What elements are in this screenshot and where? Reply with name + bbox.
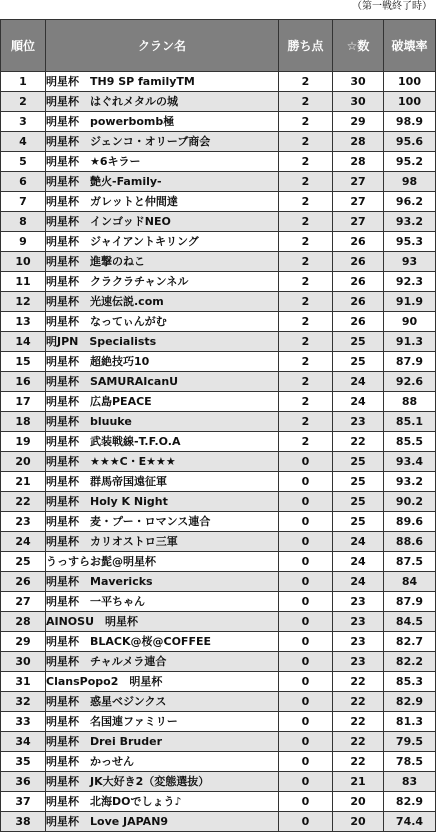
destruction-rate-cell: 100	[384, 92, 436, 112]
table-row	[1, 472, 436, 492]
clan-name-cell: 明星杯 ★★★C・E★★★	[46, 452, 279, 472]
table-row	[1, 552, 436, 572]
stars-cell: 23	[333, 612, 384, 632]
header-stars: ☆数	[333, 20, 384, 72]
table-row	[1, 272, 436, 292]
rank-cell: 24	[1, 532, 46, 552]
table-row	[1, 812, 436, 832]
clan-name-cell: 明星杯 ガレットと仲間達	[46, 192, 279, 212]
destruction-rate-cell: 91.9	[384, 292, 436, 312]
points-cell: 0	[279, 532, 333, 552]
clan-name-cell: 明星杯 ★6キラー	[46, 152, 279, 172]
stars-cell: 22	[333, 432, 384, 452]
rank-cell: 25	[1, 552, 46, 572]
rank-cell: 11	[1, 272, 46, 292]
destruction-rate-cell: 93.2	[384, 472, 436, 492]
header-clan-name: クラン名	[46, 20, 279, 72]
table-row	[1, 532, 436, 552]
destruction-rate-cell: 95.6	[384, 132, 436, 152]
points-cell: 0	[279, 672, 333, 692]
points-cell: 0	[279, 612, 333, 632]
rank-cell: 4	[1, 132, 46, 152]
table-body	[1, 72, 436, 832]
destruction-rate-cell: 84	[384, 572, 436, 592]
points-cell: 0	[279, 712, 333, 732]
destruction-rate-cell: 100	[384, 72, 436, 92]
points-cell: 0	[279, 752, 333, 772]
clan-name-cell: 明星杯 広島PEACE	[46, 392, 279, 412]
table-row	[1, 432, 436, 452]
table-row	[1, 372, 436, 392]
table-row	[1, 772, 436, 792]
clan-name-cell: 明星杯 武装戦線-T.F.O.A	[46, 432, 279, 452]
table-row	[1, 572, 436, 592]
points-cell: 0	[279, 472, 333, 492]
rank-cell: 16	[1, 372, 46, 392]
rank-cell: 1	[1, 72, 46, 92]
destruction-rate-cell: 90	[384, 312, 436, 332]
destruction-rate-cell: 87.5	[384, 552, 436, 572]
destruction-rate-cell: 78.5	[384, 752, 436, 772]
clan-name-cell: 明星杯 群馬帝国遠征軍	[46, 472, 279, 492]
header-points: 勝ち点	[279, 20, 333, 72]
points-cell: 0	[279, 592, 333, 612]
stars-cell: 27	[333, 172, 384, 192]
rank-cell: 3	[1, 112, 46, 132]
rank-cell: 10	[1, 252, 46, 272]
destruction-rate-cell: 92.3	[384, 272, 436, 292]
stars-cell: 27	[333, 192, 384, 212]
stars-cell: 30	[333, 92, 384, 112]
stars-cell: 25	[333, 332, 384, 352]
points-cell: 2	[279, 72, 333, 92]
rank-cell: 8	[1, 212, 46, 232]
rank-cell: 6	[1, 172, 46, 192]
destruction-rate-cell: 79.5	[384, 732, 436, 752]
clan-name-cell: 明星杯 光速伝説.com	[46, 292, 279, 312]
rank-cell: 21	[1, 472, 46, 492]
clan-name-cell: 明星杯 進撃のねこ	[46, 252, 279, 272]
clan-name-cell: 明星杯 インゴッドNEO	[46, 212, 279, 232]
points-cell: 2	[279, 252, 333, 272]
stars-cell: 25	[333, 472, 384, 492]
table-row	[1, 492, 436, 512]
rank-cell: 19	[1, 432, 46, 452]
rank-cell: 7	[1, 192, 46, 212]
clan-name-cell: 明星杯 ジェンコ・オリーブ商会	[46, 132, 279, 152]
points-cell: 2	[279, 172, 333, 192]
destruction-rate-cell: 91.3	[384, 332, 436, 352]
ranking-table	[0, 19, 436, 832]
points-cell: 2	[279, 192, 333, 212]
destruction-rate-cell: 87.9	[384, 352, 436, 372]
points-cell: 2	[279, 312, 333, 332]
table-row	[1, 292, 436, 312]
points-cell: 0	[279, 492, 333, 512]
rank-cell: 34	[1, 732, 46, 752]
table-row	[1, 412, 436, 432]
clan-name-cell: 明JPN Specialists	[46, 332, 279, 352]
stars-cell: 24	[333, 392, 384, 412]
rank-cell: 14	[1, 332, 46, 352]
rank-cell: 35	[1, 752, 46, 772]
table-row	[1, 752, 436, 772]
destruction-rate-cell: 85.3	[384, 672, 436, 692]
rank-cell: 29	[1, 632, 46, 652]
stars-cell: 24	[333, 572, 384, 592]
clan-name-cell: うっすらお髭@明星杯	[46, 552, 279, 572]
destruction-rate-cell: 90.2	[384, 492, 436, 512]
destruction-rate-cell: 92.6	[384, 372, 436, 392]
table-row	[1, 592, 436, 612]
stars-cell: 22	[333, 732, 384, 752]
points-cell: 2	[279, 132, 333, 152]
clan-name-cell: 明星杯 powerbomb極	[46, 112, 279, 132]
table-row	[1, 92, 436, 112]
points-cell: 0	[279, 632, 333, 652]
clan-name-cell: 明星杯 名国連ファミリー	[46, 712, 279, 732]
destruction-rate-cell: 88.6	[384, 532, 436, 552]
table-row	[1, 732, 436, 752]
points-cell: 0	[279, 572, 333, 592]
rank-cell: 26	[1, 572, 46, 592]
clan-name-cell: 明星杯 SAMURAIcanU	[46, 372, 279, 392]
header-row	[1, 20, 436, 72]
clan-name-cell: 明星杯 北海DOでしょう♪	[46, 792, 279, 812]
clan-name-cell: 明星杯 ジャイアントキリング	[46, 232, 279, 252]
table-row	[1, 392, 436, 412]
destruction-rate-cell: 82.9	[384, 692, 436, 712]
stars-cell: 25	[333, 352, 384, 372]
stars-cell: 25	[333, 492, 384, 512]
rank-cell: 23	[1, 512, 46, 532]
rank-cell: 20	[1, 452, 46, 472]
clan-name-cell: 明星杯 TH9 SP familyTM	[46, 72, 279, 92]
stars-cell: 29	[333, 112, 384, 132]
stars-cell: 22	[333, 752, 384, 772]
destruction-rate-cell: 85.1	[384, 412, 436, 432]
points-cell: 2	[279, 212, 333, 232]
table-row	[1, 512, 436, 532]
destruction-rate-cell: 85.5	[384, 432, 436, 452]
points-cell: 2	[279, 372, 333, 392]
table-row	[1, 632, 436, 652]
header-destruction-rate: 破壊率	[384, 20, 436, 72]
rank-cell: 36	[1, 772, 46, 792]
points-cell: 0	[279, 452, 333, 472]
stars-cell: 26	[333, 272, 384, 292]
rank-cell: 9	[1, 232, 46, 252]
destruction-rate-cell: 83	[384, 772, 436, 792]
destruction-rate-cell: 82.7	[384, 632, 436, 652]
destruction-rate-cell: 96.2	[384, 192, 436, 212]
stars-cell: 20	[333, 792, 384, 812]
table-row	[1, 692, 436, 712]
clan-name-cell: 明星杯 Love JAPAN9	[46, 812, 279, 832]
rank-cell: 15	[1, 352, 46, 372]
stars-cell: 22	[333, 712, 384, 732]
points-cell: 2	[279, 152, 333, 172]
clan-name-cell: 明星杯 JK大好き2（変態選抜）	[46, 772, 279, 792]
table-row	[1, 152, 436, 172]
header-rank: 順位	[1, 20, 46, 72]
table-row	[1, 312, 436, 332]
points-cell: 2	[279, 232, 333, 252]
stars-cell: 27	[333, 212, 384, 232]
destruction-rate-cell: 84.5	[384, 612, 436, 632]
rank-cell: 32	[1, 692, 46, 712]
clan-name-cell: 明星杯 Mavericks	[46, 572, 279, 592]
rank-cell: 5	[1, 152, 46, 172]
stars-cell: 28	[333, 152, 384, 172]
destruction-rate-cell: 93.2	[384, 212, 436, 232]
clan-name-cell: 明星杯 一平ちゃん	[46, 592, 279, 612]
clan-name-cell: 明星杯 Holy K Night	[46, 492, 279, 512]
stars-cell: 21	[333, 772, 384, 792]
stars-cell: 23	[333, 632, 384, 652]
rank-cell: 38	[1, 812, 46, 832]
stars-cell: 23	[333, 412, 384, 432]
table-row	[1, 72, 436, 92]
clan-name-cell: 明星杯 艶火-Family-	[46, 172, 279, 192]
rank-cell: 18	[1, 412, 46, 432]
stars-cell: 26	[333, 232, 384, 252]
stars-cell: 26	[333, 252, 384, 272]
table-row	[1, 332, 436, 352]
points-cell: 0	[279, 652, 333, 672]
destruction-rate-cell: 93	[384, 252, 436, 272]
rank-cell: 27	[1, 592, 46, 612]
table-row	[1, 452, 436, 472]
table-row	[1, 672, 436, 692]
clan-name-cell: 明星杯 超絶技巧10	[46, 352, 279, 372]
points-cell: 0	[279, 692, 333, 712]
rank-cell: 37	[1, 792, 46, 812]
points-cell: 2	[279, 92, 333, 112]
points-cell: 2	[279, 352, 333, 372]
rank-cell: 17	[1, 392, 46, 412]
points-cell: 2	[279, 272, 333, 292]
clan-name-cell: 明星杯 麦・プー・ロマンス連合	[46, 512, 279, 532]
stars-cell: 30	[333, 72, 384, 92]
clan-name-cell: AINOSU 明星杯	[46, 612, 279, 632]
rank-cell: 22	[1, 492, 46, 512]
clan-name-cell: 明星杯 チャルメラ連合	[46, 652, 279, 672]
clan-name-cell: ClansPopo2 明星杯	[46, 672, 279, 692]
points-cell: 2	[279, 432, 333, 452]
rank-cell: 28	[1, 612, 46, 632]
points-cell: 0	[279, 512, 333, 532]
table-row	[1, 112, 436, 132]
points-cell: 2	[279, 112, 333, 132]
destruction-rate-cell: 89.6	[384, 512, 436, 532]
table-row	[1, 172, 436, 192]
points-cell: 2	[279, 332, 333, 352]
clan-name-cell: 明星杯 クラクラチャンネル	[46, 272, 279, 292]
stars-cell: 25	[333, 512, 384, 532]
stars-cell: 22	[333, 672, 384, 692]
rank-cell: 33	[1, 712, 46, 732]
stars-cell: 26	[333, 292, 384, 312]
points-cell: 0	[279, 772, 333, 792]
rank-cell: 31	[1, 672, 46, 692]
points-cell: 0	[279, 732, 333, 752]
clan-name-cell: 明星杯 Drei Bruder	[46, 732, 279, 752]
table-row	[1, 212, 436, 232]
stars-cell: 28	[333, 132, 384, 152]
points-cell: 2	[279, 292, 333, 312]
destruction-rate-cell: 88	[384, 392, 436, 412]
table-row	[1, 612, 436, 632]
stars-cell: 24	[333, 532, 384, 552]
table-row	[1, 712, 436, 732]
clan-name-cell: 明星杯 かっせん	[46, 752, 279, 772]
rank-cell: 2	[1, 92, 46, 112]
points-cell: 2	[279, 412, 333, 432]
rank-cell: 13	[1, 312, 46, 332]
clan-name-cell: 明星杯 BLACK@桜@COFFEE	[46, 632, 279, 652]
clan-name-cell: 明星杯 なってぃんがむ	[46, 312, 279, 332]
destruction-rate-cell: 98.9	[384, 112, 436, 132]
stars-cell: 20	[333, 812, 384, 832]
destruction-rate-cell: 98	[384, 172, 436, 192]
stars-cell: 25	[333, 452, 384, 472]
clan-name-cell: 明星杯 惑星ベジンクス	[46, 692, 279, 712]
table-row	[1, 232, 436, 252]
destruction-rate-cell: 82.2	[384, 652, 436, 672]
snapshot-note: （第一戦終了時）	[352, 1, 432, 12]
points-cell: 0	[279, 792, 333, 812]
stars-cell: 24	[333, 372, 384, 392]
rank-cell: 12	[1, 292, 46, 312]
destruction-rate-cell: 95.3	[384, 232, 436, 252]
points-cell: 0	[279, 812, 333, 832]
stars-cell: 22	[333, 692, 384, 712]
table-row	[1, 192, 436, 212]
points-cell: 0	[279, 552, 333, 572]
destruction-rate-cell: 87.9	[384, 592, 436, 612]
destruction-rate-cell: 95.2	[384, 152, 436, 172]
destruction-rate-cell: 74.4	[384, 812, 436, 832]
points-cell: 2	[279, 392, 333, 412]
table-row	[1, 252, 436, 272]
destruction-rate-cell: 81.3	[384, 712, 436, 732]
stars-cell: 26	[333, 312, 384, 332]
table-row	[1, 652, 436, 672]
destruction-rate-cell: 93.4	[384, 452, 436, 472]
rank-cell: 30	[1, 652, 46, 672]
clan-name-cell: 明星杯 カリオストロ三軍	[46, 532, 279, 552]
table-row	[1, 792, 436, 812]
stars-cell: 23	[333, 652, 384, 672]
table-row	[1, 352, 436, 372]
stars-cell: 24	[333, 552, 384, 572]
clan-name-cell: 明星杯 bluuke	[46, 412, 279, 432]
destruction-rate-cell: 82.9	[384, 792, 436, 812]
stars-cell: 23	[333, 592, 384, 612]
table-row	[1, 132, 436, 152]
clan-name-cell: 明星杯 はぐれメタルの城	[46, 92, 279, 112]
